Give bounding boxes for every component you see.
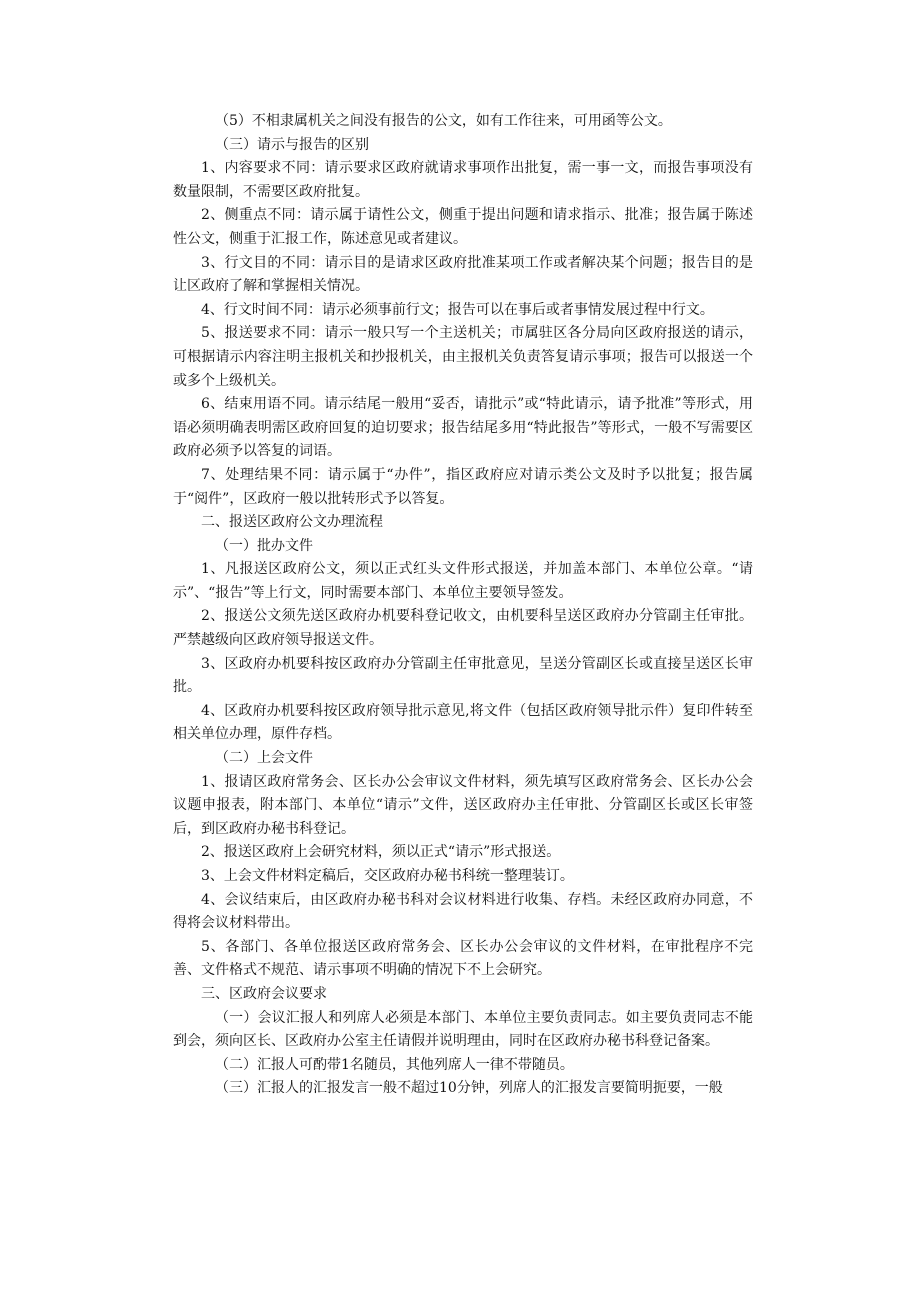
section-heading: （三）请示与报告的区别 [215,136,369,153]
section-heading: （一）会议汇报人和列席人必须是本部门、本单位主要负责同志。如主要负责同志不能到会，须向区长、区政府办公室主任请假并说明理由，同时在区政府办秘书科登记备案。 [173,1009,753,1050]
section-heading: （二）汇报人可酌带1名随员，其他列席人一律不带随员。 [215,1056,574,1073]
paragraph: 5、报送要求不同：请示一般只写一个主送机关；市属驻区各分局向区政府报送的请示，可根据请示内容注明主报机关和抄报机关，由主报机关负责答复请示事项；报告可以报送一个或多个上级机关。 [173,325,753,389]
section-heading: 二、报送区政府公文办理流程 [201,514,383,531]
paragraph: 3、上会文件材料定稿后，交区政府办秘书科统一整理装订。 [201,868,574,884]
paragraph: 6、结束用语不同。请示结尾一般用“妥否，请批示”或“特此请示，请予批准”等形式，用语必须明确表明需区政府回复的迫切要求；报告结尾多用“特此报告”等形式，一般不写需要区政府必须予以答复的词语。 [173,396,753,460]
paragraph: 1、报请区政府常务会、区长办公会审议文件材料，须先填写区政府常务会、区长办公会议题申报表，附本部门、本单位“请示”文件，送区政府办主任审批、分管副区长或区长审签后，到区政府办秘书科登记。 [173,773,753,837]
paragraph: 1、凡报送区政府公文，须以正式红头文件形式报送，并加盖本部门、本单位公章。“请示”、“报告”等上行文，同时需要本部门、本单位主要领导签发。 [173,561,753,601]
paragraph: 4、会议结束后，由区政府办秘书科对会议材料进行收集、存档。未经区政府办同意，不得将会议材料带出。 [173,891,753,932]
section-heading: （三）汇报人的汇报发言一般不超过10分钟，列席人的汇报发言要简明扼要，一般 [215,1080,723,1097]
paragraph: 7、处理结果不同：请示属于“办件”，指区政府应对请示类公文及时予以批复；报告属于“阅件”，区政府一般以批转形式予以答复。 [173,466,753,507]
section-heading: 三、区政府会议要求 [201,985,327,1002]
paragraph: 4、区政府办机要科按区政府领导批示意见,将文件（包括区政府领导批示件）复印件转至相关单位办理，原件存档。 [173,702,753,743]
paragraph: 2、侧重点不同：请示属于请性公文，侧重于提出问题和请求指示、批准；报告属于陈述性公文，侧重于汇报工作，陈述意见或者建议。 [173,207,753,247]
paragraph: 4、行文时间不同：请示必须事前行文；报告可以在事后或者事情发展过程中行文。 [201,301,714,318]
document-body [173,110,753,1101]
section-heading: （5）不相隶属机关之间没有报告的公文，如有工作往来，可用函等公文。 [215,113,672,129]
paragraph: 3、行文目的不同：请示目的是请求区政府批准某项工作或者解决某个问题；报告目的是让区政府了解和掌握相关情况。 [173,254,753,295]
paragraph: 3、区政府办机要科按区政府办分管副主任审批意见，呈送分管副区长或直接呈送区长审批。 [173,655,753,696]
paragraph: 2、报送公文须先送区政府办机要科登记收文，由机要科呈送区政府办分管副主任审批。严禁越级向区政府领导报送文件。 [173,608,753,649]
paragraph: 2、报送区政府上会研究材料，须以正式“请示”形式报送。 [201,844,561,861]
paragraph: 1、内容要求不同：请示要求区政府就请求事项作出批复，需一事一文，而报告事项没有数量限制，不需要区政府批复。 [173,160,753,200]
section-heading: （二）上会文件 [215,750,313,767]
section-heading: （一）批办文件 [215,537,313,554]
paragraph: 5、各部门、各单位报送区政府常务会、区长办公会审议的文件材料，在审批程序不完善、文件格式不规范、请示事项不明确的情况下不上会研究。 [173,938,753,979]
